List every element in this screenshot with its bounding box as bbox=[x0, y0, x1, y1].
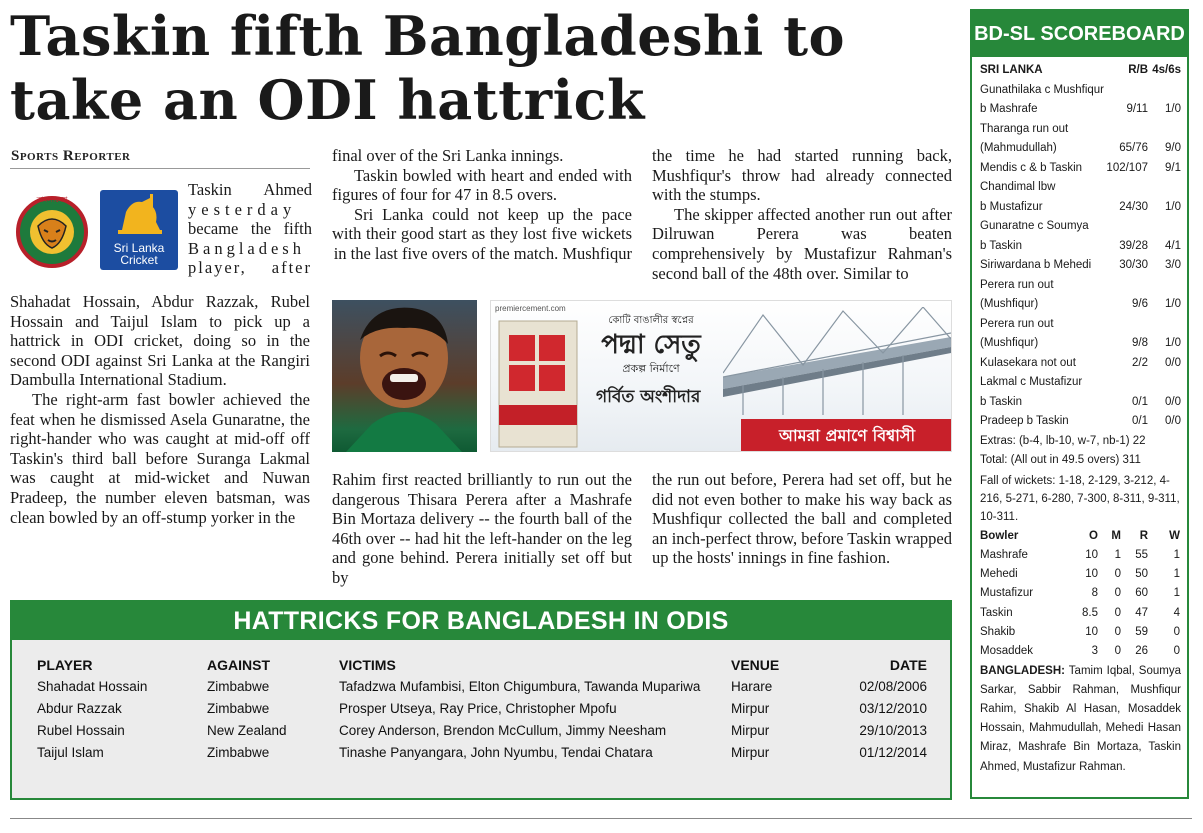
article-paragraph: The right-arm fast bowler achieved the feat when he dismissed Asela Gunaratne, the right-hander who was caught at mid-off off Taskin's third ball before Suranga Lakmal was caught at mid-wicket and Nuwan Pradeep, the number eleven batsman, was clean bowled by an off-stump yorker in the bbox=[10, 389, 310, 527]
bowler-row bbox=[980, 642, 1181, 661]
fours-sixes: 4/1 bbox=[1165, 239, 1181, 252]
runs: 26 bbox=[1135, 645, 1148, 658]
batsman-dismissal: b Mashrafe bbox=[980, 103, 1038, 115]
cell-venue: Mirpur bbox=[731, 701, 770, 716]
column-header-player: PLAYER bbox=[37, 657, 93, 673]
maidens: 0 bbox=[1114, 606, 1121, 619]
runs-balls: 65/76 bbox=[1119, 142, 1148, 154]
column-header-against: AGAINST bbox=[207, 657, 270, 673]
runs: 60 bbox=[1135, 587, 1148, 600]
wickets-header: W bbox=[1169, 529, 1180, 542]
batsman-dismissal: Mendis c & b Taskin bbox=[980, 161, 1083, 174]
bowler-name: Mustafizur bbox=[980, 587, 1034, 600]
batsman-dismissal-line: Lakmal c Mustafizur bbox=[980, 376, 1083, 388]
ad-slogan: আমরা প্রমাণে বিশ্বাসী bbox=[741, 419, 952, 452]
premier-cement-ad[interactable] bbox=[490, 300, 952, 452]
intro-line: Bangladesh bbox=[188, 238, 305, 258]
headline-line-1: Taskin fifth Bangladeshi to bbox=[10, 4, 846, 68]
article-column-3-top bbox=[652, 146, 952, 283]
cell-victims: Tinashe Panyangara, John Nyumbu, Tendai Chatara bbox=[339, 745, 653, 760]
article-paragraph: Rahim first reacted brilliantly to run out the dangerous Thisara Perera after a Mashrafe Bin Mortaza delivery -- the fourth ball of the 46th over -- had hit the left-hander on the leg and gone behind. Perera initially set off but by bbox=[332, 470, 632, 587]
article-paragraph: Shahadat Hossain, Abdur Razzak, Rubel Hossain and Taijul Islam to pick up a hattrick in ODI cricket, doing so in the second ODI against Sri Lanka at the Rangiri Dambulla International Stadium. bbox=[10, 292, 310, 390]
article-paragraph: the time he had started running back, Mushfiqur's throw had already connected with the stumps. bbox=[652, 146, 952, 205]
cell-date: 02/08/2006 bbox=[859, 679, 927, 694]
batsman-dismissal: b Taskin bbox=[980, 239, 1022, 252]
runs: 50 bbox=[1135, 568, 1148, 581]
hattricks-title: HATTRICKS FOR BANGLADESH IN ODIS bbox=[12, 602, 950, 640]
batsman-dismissal-line: Perera run out bbox=[980, 317, 1054, 330]
batsman-row bbox=[980, 393, 1181, 413]
bowling-list bbox=[980, 546, 1181, 662]
scoreboard-title: BD-SL SCOREBOARD bbox=[972, 11, 1187, 57]
byline-divider bbox=[10, 168, 310, 169]
cell-date: 01/12/2014 bbox=[859, 745, 927, 760]
article-column-2-top bbox=[332, 146, 632, 264]
ad-title-line-1: কোটি বাঙালীর স্বপ্নের bbox=[608, 315, 694, 326]
batsman-row bbox=[980, 256, 1181, 276]
table-row bbox=[37, 698, 927, 720]
cell-against: Zimbabwe bbox=[207, 745, 270, 760]
bangladesh-squad bbox=[980, 662, 1181, 777]
runs-header: R bbox=[1139, 529, 1148, 542]
batsman-row bbox=[980, 237, 1181, 257]
wickets: 4 bbox=[1173, 606, 1180, 619]
cell-victims: Tafadzwa Mufambisi, Elton Chigumbura, Tawanda Mupariwa bbox=[339, 679, 701, 694]
bowler-header: Bowler bbox=[980, 529, 1019, 542]
headline bbox=[10, 4, 960, 132]
sri-lanka-cricket-logo bbox=[100, 190, 178, 270]
maidens: 1 bbox=[1114, 548, 1121, 561]
overs-header: O bbox=[1089, 529, 1098, 542]
team-logos bbox=[10, 190, 180, 270]
bowler-name: Mehedi bbox=[980, 568, 1018, 581]
ad-subtitle: গর্বিত অংশীদার bbox=[596, 387, 701, 407]
cell-venue: Mirpur bbox=[731, 745, 770, 760]
cell-against: Zimbabwe bbox=[207, 701, 270, 716]
bangladesh-cricket-logo bbox=[12, 192, 92, 268]
batsman-dismissal: Kulasekara not out bbox=[980, 356, 1076, 369]
bangladesh-players: Tamim Iqbal, Soumya Sarkar, Sabbir Rahman, Mushfiqur Rahim, Shakib Al Hasan, Mosaddek Hossain, Mahmudullah, Mehedi Hasan Miraz, Mashrafe Bin Mortaza, Taskin Ahmed, Mustafizur Rahman. bbox=[980, 664, 1181, 773]
batsman-row bbox=[980, 100, 1181, 120]
batsman-row bbox=[980, 354, 1181, 374]
batsman-row bbox=[980, 295, 1181, 315]
bowler-row bbox=[980, 623, 1181, 642]
wickets: 1 bbox=[1173, 568, 1180, 581]
overs: 10 bbox=[1085, 568, 1098, 581]
ad-title-line-2: পদ্মা সেতু bbox=[601, 330, 701, 360]
cell-player: Taijul Islam bbox=[37, 745, 104, 760]
runs-balls: 102/107 bbox=[1106, 161, 1148, 174]
fours-sixes: 1/0 bbox=[1165, 298, 1181, 310]
runs: 59 bbox=[1135, 625, 1148, 638]
team-name: SRI LANKA bbox=[980, 64, 1043, 76]
wickets: 1 bbox=[1173, 548, 1180, 561]
batsman-dismissal-line: Chandimal lbw bbox=[980, 181, 1056, 193]
runs-balls: 30/30 bbox=[1119, 259, 1148, 271]
cement-bag-icon bbox=[495, 315, 581, 451]
article-column-1 bbox=[10, 292, 310, 527]
bowler-row bbox=[980, 604, 1181, 623]
taskin-portrait-icon bbox=[332, 300, 477, 452]
table-header-row bbox=[37, 654, 927, 676]
runs-balls: 9/6 bbox=[1132, 298, 1148, 310]
cell-against: Zimbabwe bbox=[207, 679, 270, 694]
bowler-name: Mashrafe bbox=[980, 548, 1028, 561]
hattricks-box bbox=[10, 600, 952, 800]
cell-date: 03/12/2010 bbox=[859, 701, 927, 716]
table-row bbox=[37, 676, 927, 698]
player-photo bbox=[332, 300, 477, 452]
fall-of-wickets: Fall of wickets: 1-18, 2-129, 3-212, 4-216, 5-271, 6-280, 7-300, 8-311, 9-311, 10-311. bbox=[980, 474, 1180, 523]
bd-logo-text: বাংলাদেশ bbox=[36, 195, 68, 204]
batsman-dismissal-line: Gunaratne c Soumya bbox=[980, 220, 1089, 232]
batsman-row bbox=[980, 198, 1181, 218]
overs: 8 bbox=[1091, 587, 1098, 600]
cell-venue: Mirpur bbox=[731, 723, 770, 738]
runs-balls: 9/11 bbox=[1126, 103, 1148, 115]
table-row bbox=[37, 742, 927, 764]
bowler-row bbox=[980, 565, 1181, 584]
maidens: 0 bbox=[1114, 625, 1121, 638]
runs: 47 bbox=[1135, 606, 1148, 619]
article-paragraph: Taskin bowled with heart and ended with figures of four for 47 in 8.5 overs. bbox=[332, 165, 632, 205]
bangladesh-label: BANGLADESH: bbox=[980, 664, 1065, 677]
runs-balls-header: R/B bbox=[1128, 64, 1148, 76]
byline: Sports Reporter bbox=[11, 148, 131, 164]
maidens: 0 bbox=[1114, 645, 1121, 658]
cell-player: Abdur Razzak bbox=[37, 701, 122, 716]
batsman-dismissal: Pradeep b Taskin bbox=[980, 415, 1069, 427]
article-intro bbox=[188, 180, 312, 278]
intro-line: became the fifth bbox=[188, 219, 312, 239]
table-row bbox=[37, 720, 927, 742]
article-column-2-bottom bbox=[332, 470, 632, 588]
fours-sixes: 1/0 bbox=[1165, 337, 1181, 349]
bowler-name: Shakib bbox=[980, 625, 1016, 638]
wickets: 0 bbox=[1173, 625, 1180, 638]
batsman-dismissal: (Mahmudullah) bbox=[980, 142, 1057, 154]
sl-logo-text: Sri Lanka Cricket bbox=[113, 241, 165, 267]
overs: 8.5 bbox=[1082, 606, 1098, 619]
batsman-row bbox=[980, 159, 1181, 179]
article-paragraph: final over of the Sri Lanka innings. bbox=[332, 146, 564, 165]
fours-sixes: 1/0 bbox=[1165, 200, 1181, 213]
fours-sixes: 0/0 bbox=[1165, 395, 1181, 408]
intro-line: yesterday bbox=[188, 199, 297, 219]
fours-sixes: 3/0 bbox=[1165, 259, 1181, 271]
batting-header bbox=[980, 61, 1181, 81]
batsman-row bbox=[980, 412, 1181, 432]
article-column-3-bottom bbox=[652, 470, 952, 568]
lion-emblem-icon bbox=[100, 190, 178, 240]
fours-sixes-header: 4s/6s bbox=[1152, 64, 1181, 76]
batsman-dismissal: (Mushfiqur) bbox=[980, 298, 1039, 310]
fours-sixes: 0/0 bbox=[1165, 356, 1181, 369]
total: Total: (All out in 49.5 overs) 311 bbox=[980, 454, 1141, 466]
scoreboard-box bbox=[970, 9, 1189, 799]
bowler-row bbox=[980, 584, 1181, 603]
fours-sixes: 1/0 bbox=[1165, 103, 1181, 115]
cell-victims: Prosper Utseya, Ray Price, Christopher Mpofu bbox=[339, 701, 617, 716]
overs: 10 bbox=[1085, 548, 1098, 561]
bowler-name: Taskin bbox=[980, 606, 1013, 619]
intro-line: Taskin Ahmed bbox=[188, 180, 312, 199]
runs-balls: 0/1 bbox=[1132, 415, 1148, 427]
article-paragraph: the run out before, Perera had set off, but he did not even bother to make his way back as Mushfiqur collected the ball and completed an inch-perfect throw, before Taskin wrapped up the hosts' innings in fine fashion. bbox=[652, 470, 952, 568]
batsman-row bbox=[980, 334, 1181, 354]
fours-sixes: 0/0 bbox=[1165, 415, 1181, 427]
runs-balls: 9/8 bbox=[1132, 337, 1148, 349]
wickets: 0 bbox=[1173, 645, 1180, 658]
ad-title bbox=[586, 313, 716, 379]
batting-list bbox=[980, 81, 1181, 432]
article-paragraph: Sri Lanka could not keep up the pace with their good start as they lost five wickets in the last five overs of the match. Mushfiqur bbox=[332, 204, 632, 263]
page-bottom-rule bbox=[10, 818, 1192, 819]
ad-title-line-3: প্রকল্প নির্মাণে bbox=[622, 362, 680, 375]
batsman-dismissal: b Taskin bbox=[980, 395, 1022, 408]
batsman-dismissal: (Mushfiqur) bbox=[980, 337, 1039, 349]
intro-line: player, after bbox=[188, 258, 312, 278]
overs: 10 bbox=[1085, 625, 1098, 638]
batsman-dismissal-line: Perera run out bbox=[980, 278, 1054, 291]
maidens: 0 bbox=[1114, 587, 1121, 600]
hattricks-table bbox=[37, 654, 927, 764]
batsman-dismissal: b Mustafizur bbox=[980, 200, 1043, 213]
maidens-header: M bbox=[1111, 529, 1121, 542]
scoreboard-body bbox=[980, 61, 1181, 777]
column-header-venue: VENUE bbox=[731, 657, 780, 673]
overs: 3 bbox=[1091, 645, 1098, 658]
column-header-date: DATE bbox=[889, 657, 927, 673]
batsman-dismissal: Siriwardana b Mehedi bbox=[980, 259, 1092, 271]
extras: Extras: (b-4, lb-10, w-7, nb-1) 22 bbox=[980, 434, 1146, 447]
fours-sixes: 9/1 bbox=[1165, 161, 1181, 174]
runs-balls: 24/30 bbox=[1119, 200, 1148, 213]
cell-victims: Corey Anderson, Brendon McCullum, Jimmy Neesham bbox=[339, 723, 667, 738]
bowling-header bbox=[980, 527, 1181, 546]
batsman-row bbox=[980, 139, 1181, 159]
bowler-row bbox=[980, 546, 1181, 565]
batsman-dismissal-line: Tharanga run out bbox=[980, 122, 1069, 135]
bowler-name: Mosaddek bbox=[980, 645, 1034, 658]
runs-balls: 39/28 bbox=[1119, 239, 1148, 252]
column-header-victims: VICTIMS bbox=[339, 657, 396, 673]
batsman-dismissal-line: Gunathilaka c Mushfiqur bbox=[980, 83, 1105, 96]
runs: 55 bbox=[1135, 548, 1148, 561]
runs-balls: 2/2 bbox=[1132, 356, 1148, 369]
ad-site-url: premiercement.com bbox=[495, 304, 566, 313]
fours-sixes: 9/0 bbox=[1165, 142, 1181, 154]
bridge-icon bbox=[723, 307, 951, 417]
cell-date: 29/10/2013 bbox=[859, 723, 927, 738]
runs-balls: 0/1 bbox=[1132, 395, 1148, 408]
headline-line-2: take an ODI hattrick bbox=[10, 68, 645, 132]
maidens: 0 bbox=[1114, 568, 1121, 581]
cell-against: New Zealand bbox=[207, 723, 287, 738]
cell-venue: Harare bbox=[731, 679, 773, 694]
article-paragraph: The skipper affected another run out after Dilruwan Perera was beaten comprehensively by Mustafizur Rahman's second ball of the 48th over. Similar to bbox=[652, 204, 952, 283]
cell-player: Rubel Hossain bbox=[37, 723, 125, 738]
cell-player: Shahadat Hossain bbox=[37, 679, 148, 694]
wickets: 1 bbox=[1173, 587, 1180, 600]
